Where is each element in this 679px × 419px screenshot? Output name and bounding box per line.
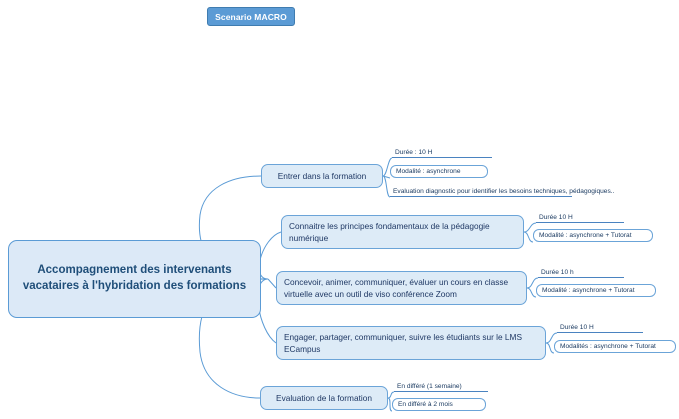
leaf-label: Modalités : asynchrone + Tutorat [560, 343, 656, 350]
branch-node-2[interactable] [281, 215, 524, 249]
branch-node-5[interactable] [260, 386, 388, 410]
leaf-node[interactable] [538, 265, 624, 278]
leaf-node[interactable] [392, 398, 486, 411]
branch-label: Connaitre les principes fondamentaux de la pédagogie numérique [289, 220, 490, 243]
leaf-label: Modalité : asynchrone + Tutorat [542, 287, 635, 294]
branch-label: Evaluation de la formation [276, 392, 372, 403]
leaf-label: En différé (1 semaine) [397, 382, 462, 390]
leaf-node[interactable] [536, 210, 624, 223]
leaf-label: Modalité : asynchrone + Tutorat [539, 232, 632, 239]
leaf-node[interactable] [536, 284, 656, 297]
leaf-node[interactable] [390, 184, 615, 197]
leaf-node[interactable] [554, 340, 676, 353]
leaf-node[interactable] [533, 229, 653, 242]
branch-label: Entrer dans la formation [277, 170, 367, 181]
leaf-label: Modalité : asynchrone [396, 168, 461, 175]
leaf-node[interactable] [390, 165, 488, 178]
root-node-label: Accompagnement des intervenants vacataires à l'hybridation des formations [22, 264, 247, 292]
leaf-label: Durée 10 H [539, 213, 573, 221]
leaf-label: Durée 10 H [560, 323, 594, 331]
root-node[interactable] [8, 240, 261, 318]
leaf-node[interactable] [557, 320, 643, 333]
branch-label: Concevoir, animer, communiquer, évaluer un cours en classe virtuelle avec un outil de viso conférence Zoom [284, 276, 509, 299]
scenario-title-text: Scenario MACRO [215, 11, 287, 22]
leaf-node[interactable] [392, 145, 492, 158]
scenario-title-pill [207, 7, 295, 26]
branch-node-3[interactable] [276, 271, 527, 305]
branch-label: Engager, partager, communiquer, suivre les étudiants sur le LMS ECampus [284, 331, 522, 354]
leaf-label: Durée 10 h [541, 268, 574, 276]
branch-node-1[interactable] [261, 164, 383, 188]
leaf-node[interactable] [394, 379, 488, 392]
leaf-label: Durée : 10 H [395, 148, 433, 156]
branch-node-4[interactable] [276, 326, 546, 360]
leaf-label: En différé à 2 mois [398, 401, 453, 408]
leaf-label: Evaluation diagnostic pour identifier les besoins techniques, pédagogiques.. [393, 187, 615, 195]
